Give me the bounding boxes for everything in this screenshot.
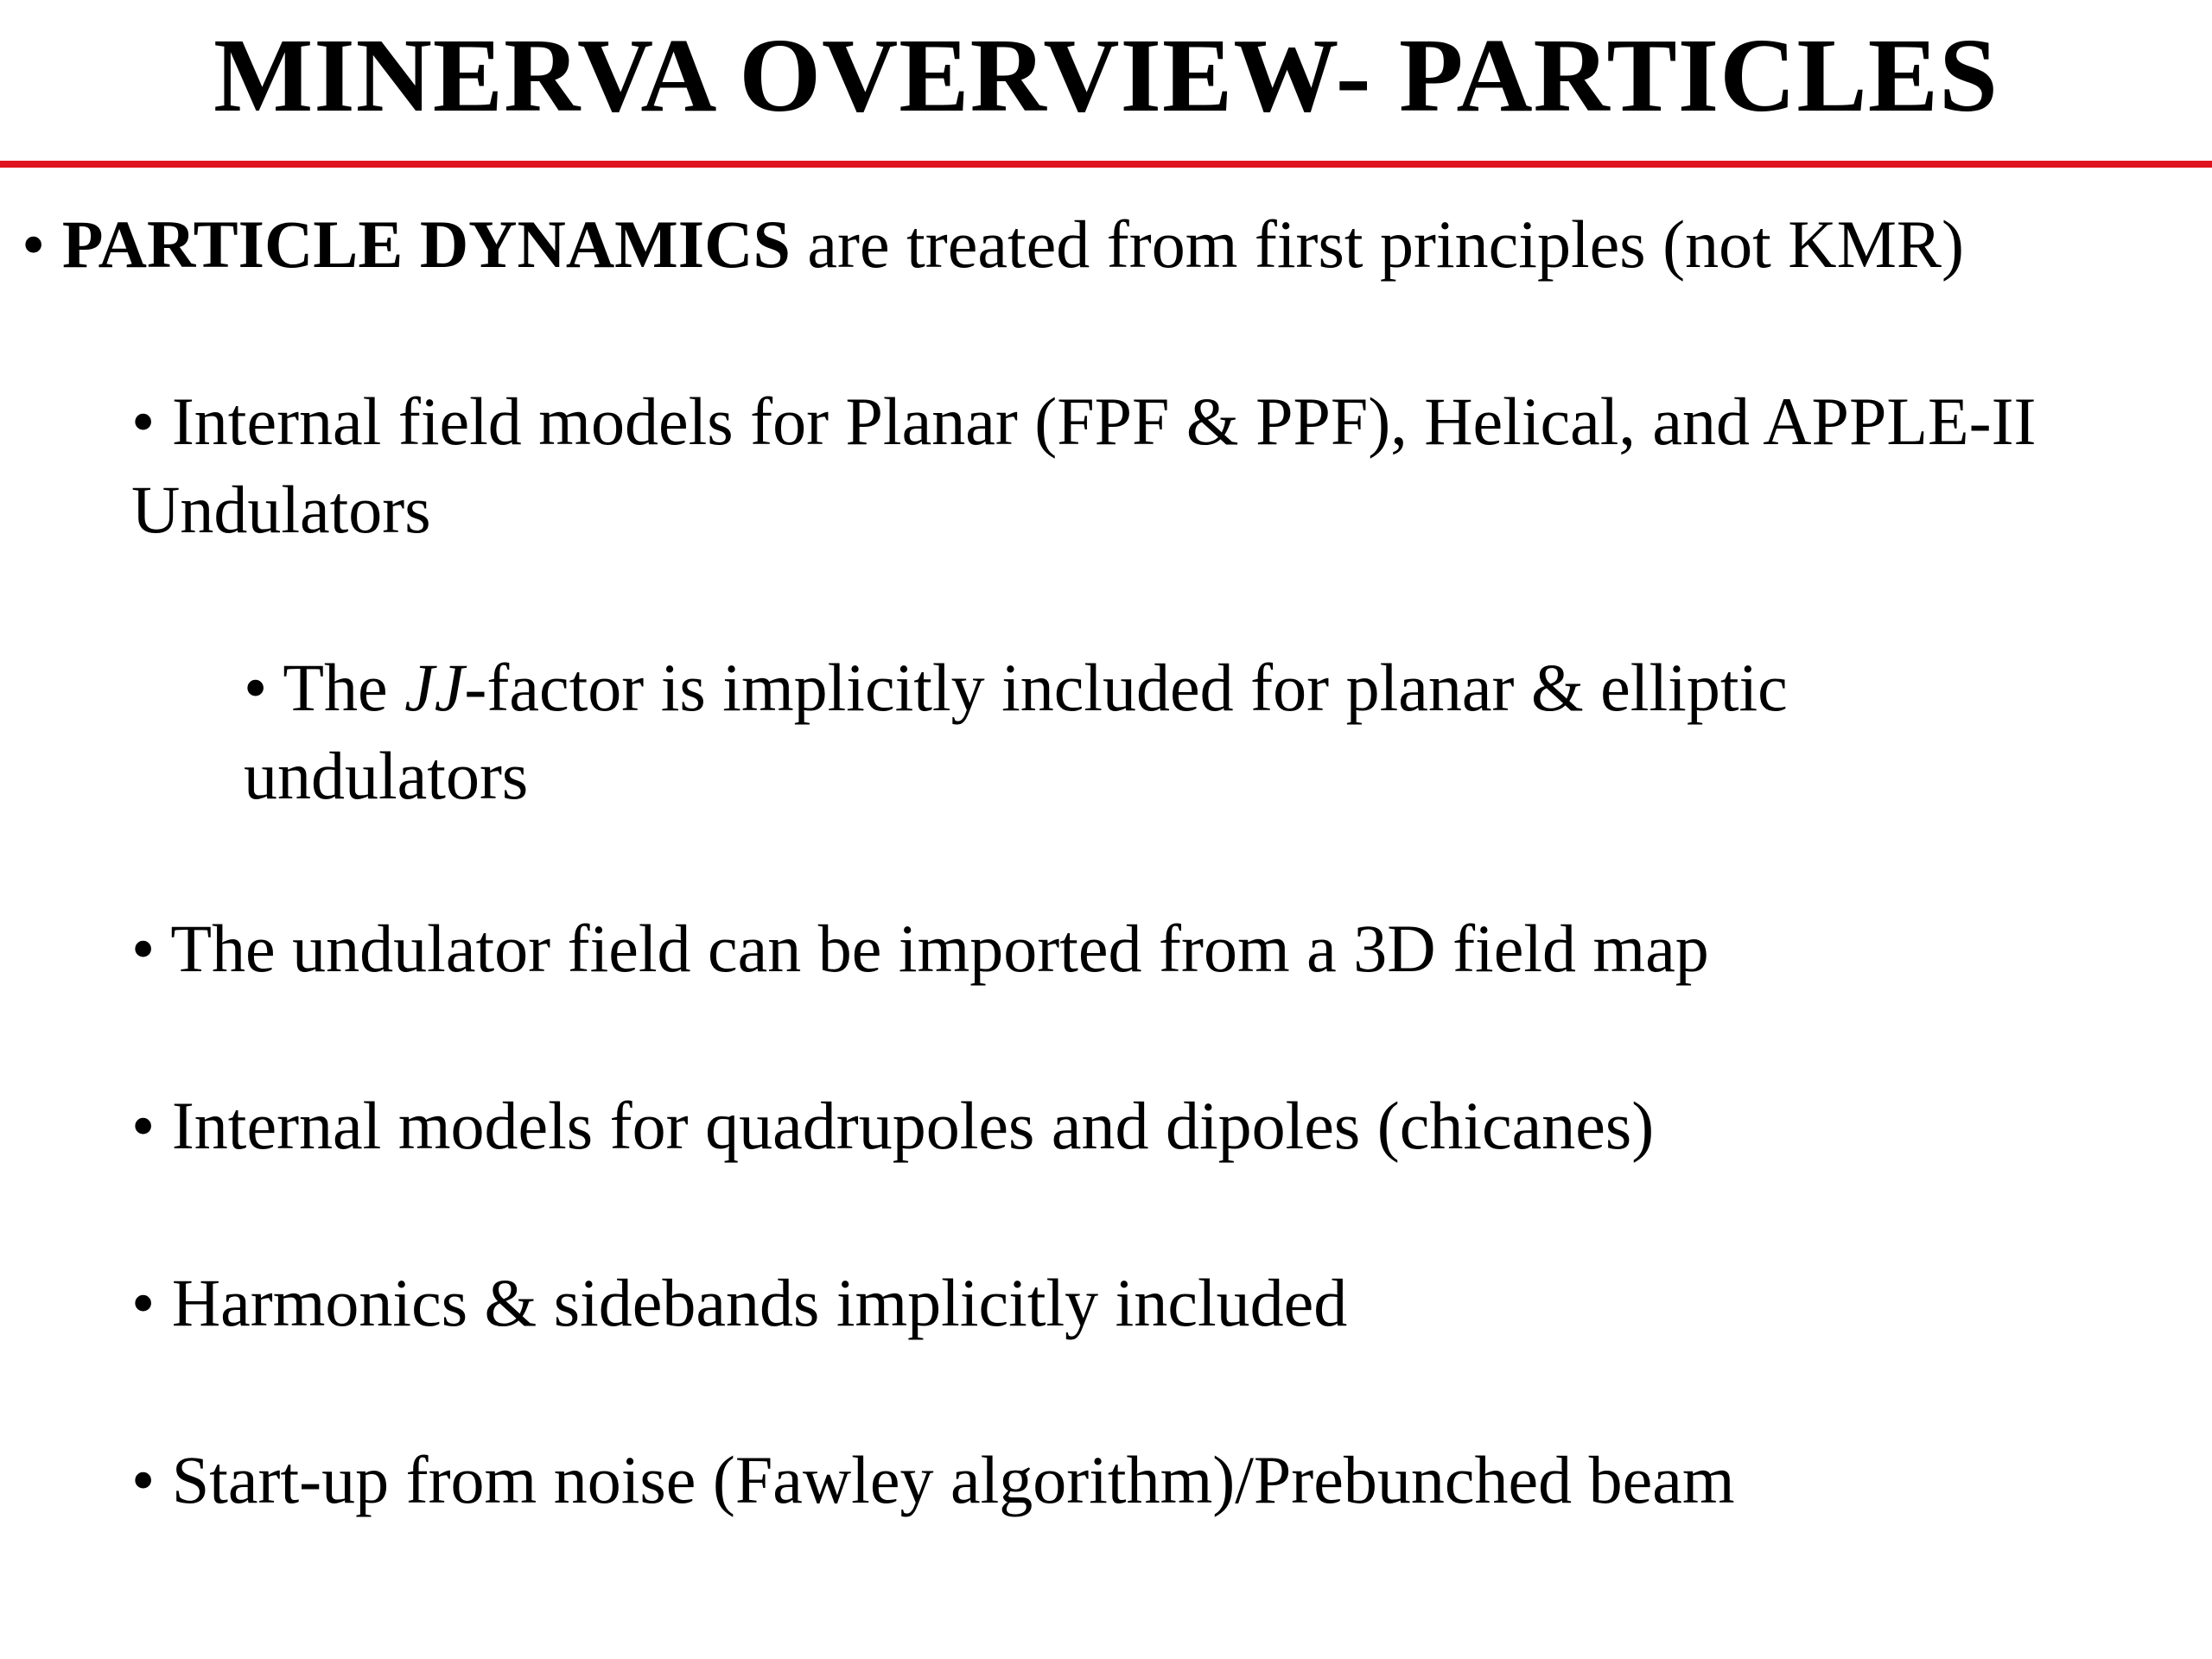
title-divider <box>0 161 2212 168</box>
bullet-text: Internal models for quadrupoles and dipoles (chicanes) <box>171 1088 1655 1163</box>
bullet-marker: • <box>131 1265 156 1340</box>
bullet-italic-jj: JJ <box>404 650 465 725</box>
bullet-bold-lead: PARTICLE DYNAMICS <box>61 207 791 282</box>
bullet-particle-dynamics <box>22 200 2182 289</box>
bullet-start-up-noise <box>131 1436 2179 1524</box>
bullet-text: Start-up from noise (Fawley algorithm)/Prebunched beam <box>171 1442 1735 1517</box>
bullet-text-post: -factor is implicitly included for planar & elliptic undulators <box>244 650 1788 813</box>
bullet-quadrupoles-dipoles <box>131 1082 2179 1170</box>
bullet-marker: • <box>22 207 46 282</box>
bullet-text: Harmonics & sidebands implicitly included <box>171 1265 1348 1340</box>
bullet-internal-field-models <box>131 378 2179 554</box>
bullet-marker: • <box>131 1442 156 1517</box>
bullet-text-pre: The <box>283 650 405 725</box>
bullet-3d-field-map <box>131 905 2179 993</box>
slide-title: MINERVA OVERVIEW- PARTICLES <box>213 17 1999 134</box>
bullet-marker: • <box>244 650 268 725</box>
bullet-text: The undulator field can be imported from a 3D field map <box>170 911 1709 986</box>
bullet-text: are treated from first principles (not KMR) <box>790 207 1964 282</box>
bullet-marker: • <box>131 911 156 986</box>
bullet-jj-factor <box>244 644 1972 820</box>
bullet-text: Internal field models for Planar (FPF & PPF), Helical, and APPLE-II Undulators <box>131 384 2037 547</box>
bullet-marker: • <box>131 384 156 459</box>
bullet-marker: • <box>131 1088 156 1163</box>
bullet-harmonics-sidebands <box>131 1259 2179 1347</box>
